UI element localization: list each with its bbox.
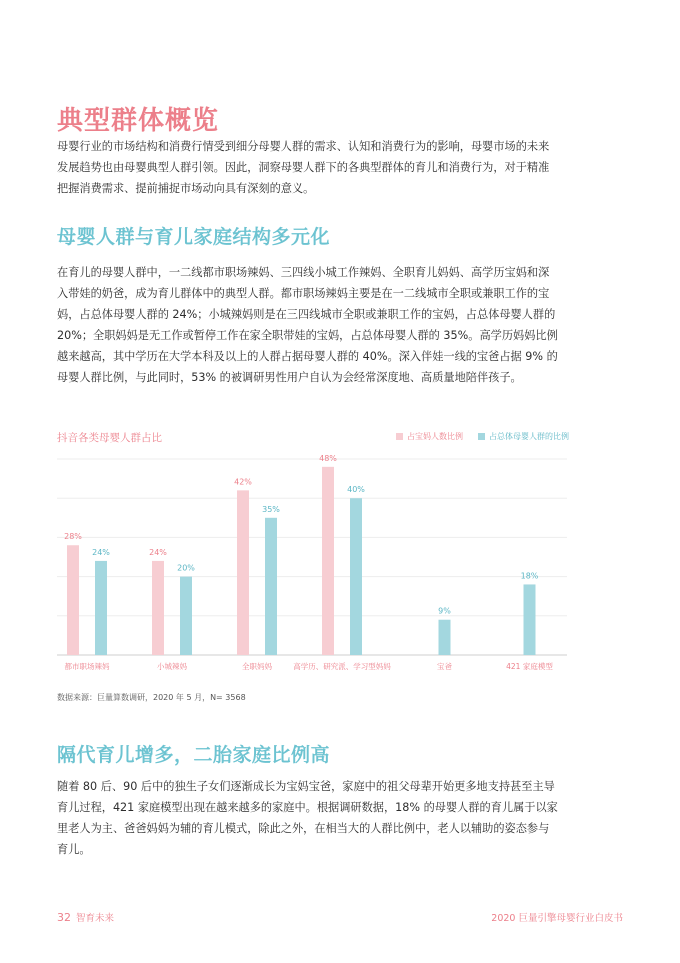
section2-paragraph (57, 776, 627, 860)
section2-line: 里老人为主、爸爸妈妈为辅的育儿模式，除此之外，在相当大的人群比例中，老人以辅助的姿态参与 (57, 822, 550, 835)
bar (95, 561, 107, 655)
bar-value-label: 48% (319, 453, 337, 463)
section2-line: 育儿过程，421 家庭模型出现在越来越多的家庭中。根据调研数据，18% 的母婴人群的育儿属于以家 (57, 801, 558, 814)
section2-heading: 隔代育儿增多，二胎家庭比例高 (57, 744, 331, 766)
bar (237, 490, 249, 655)
intro-line: 把握消费需求、提前捕捉市场动向具有深刻的意义。 (57, 182, 315, 195)
footer-left (57, 910, 114, 924)
category-label: 小城辣妈 (157, 662, 187, 671)
bar (524, 584, 536, 655)
section1-line: 在育儿的母婴人群中，一二线都市职场辣妈、三四线小城工作辣妈、全职育儿妈妈、高学历宝妈和深 (57, 266, 550, 279)
bar-value-label: 20% (177, 563, 195, 573)
legend-label: 占宝妈人数比例 (407, 432, 463, 441)
category-label: 都市职场辣妈 (64, 662, 110, 671)
bar-value-label: 35% (262, 504, 280, 514)
bar-value-label: 28% (64, 532, 82, 542)
section2-line: 育儿。 (57, 843, 91, 856)
bar-value-label: 42% (234, 477, 252, 487)
section1-line: 妈，占总体母婴人群的 24%；小城辣妈则是在三四线城市全职或兼职工作的宝妈，占总体母婴人群的 (57, 308, 556, 321)
category-label: 高学历、研究派、学习型妈妈 (293, 662, 391, 671)
bar-value-label: 24% (92, 547, 110, 557)
bar-value-label: 9% (438, 606, 451, 616)
bar-value-label: 40% (347, 485, 365, 495)
bar-value-label: 24% (149, 547, 167, 557)
bar (180, 577, 192, 655)
category-label: 宝爸 (437, 662, 452, 671)
bar-value-label: 18% (520, 571, 539, 581)
section2-line: 随着 80 后、90 后中的独生子女们逐渐成长为宝妈宝爸，家庭中的祖父母辈开始更多地支持甚至主导 (57, 780, 555, 793)
category-label: 421 家庭模型 (506, 662, 553, 671)
page-number: 32 (57, 911, 71, 924)
intro-line: 发展趋势也由母婴典型人群引领。因此，洞察母婴人群下的各典型群体的育儿和消费行为，对于精准 (57, 161, 550, 174)
bar (322, 467, 334, 655)
intro-line: 母婴行业的市场结构和消费行情受到细分母婴人群的需求、认知和消费行为的影响，母婴市场的未来 (57, 140, 550, 153)
bar (67, 545, 79, 655)
bar (439, 620, 451, 655)
category-label: 全职妈妈 (242, 662, 272, 671)
footer-publication: 2020 巨量引擎母婴行业白皮书 (491, 913, 623, 924)
section1-line: 越来越高，其中学历在大学本科及以上的人群占据母婴人群的 40%。深入伴娃一线的宝爸占据 9% 的 (57, 350, 558, 363)
bar (265, 518, 277, 655)
section1-line: 母婴人群比例，与此同时，53% 的被调研男性用户自认为会经常深度地、高质量地陪伴孩子。 (57, 371, 522, 384)
section1-line: 入带娃的奶爸，成为育儿群体中的典型人群。都市职场辣妈主要是在一二线城市全职或兼职工作的宝 (57, 287, 550, 300)
legend-label: 占总体母婴人群的比例 (489, 432, 569, 441)
bar (350, 498, 362, 655)
section1-heading: 母婴人群与育儿家庭结构多元化 (57, 226, 331, 248)
chart-title: 抖音各类母婴人群占比 (57, 432, 162, 444)
bar (152, 561, 164, 655)
page-title: 典型群体概览 (57, 106, 220, 136)
section-name: 智育未来 (76, 913, 115, 924)
section1-line: 20%；全职妈妈是无工作或暂停工作在家全职带娃的宝妈，占总体母婴人群的 35%。高学历妈妈比例 (57, 329, 558, 342)
data-source-note: 数据来源：巨量算数调研，2020 年 5 月，N= 3568 (57, 693, 246, 702)
